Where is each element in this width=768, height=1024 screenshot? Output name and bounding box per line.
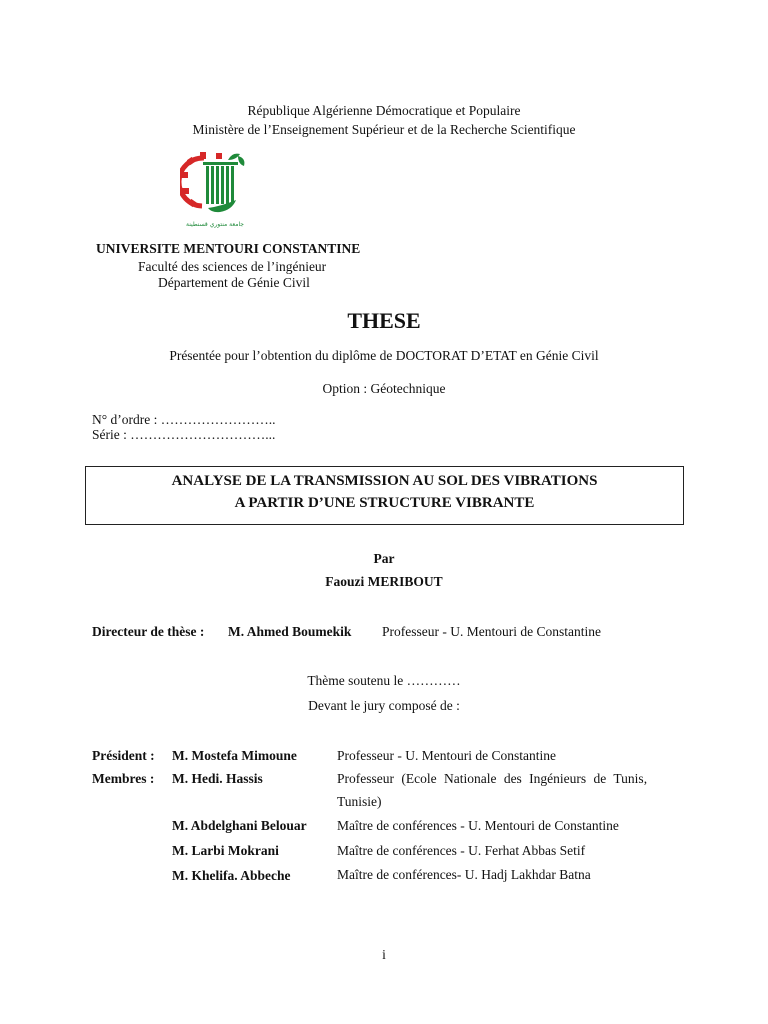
jury-member-affiliation-cont: Tunisie)	[337, 794, 382, 809]
defense-date-line: Thème soutenu le …………	[307, 673, 461, 688]
jury-member-affiliation: Professeur (Ecole Nationale des Ingénieurs de Tunis,	[337, 771, 648, 786]
by-label: Par	[373, 551, 395, 566]
thesis-title-line2: A PARTIR D’UNE STRUCTURE VIBRANTE	[234, 495, 535, 511]
jury-intro-line: Devant le jury composé de :	[308, 698, 460, 713]
author-name: Faouzi MERIBOUT	[325, 574, 443, 589]
order-number: N° d’ordre : ……………………..	[92, 412, 276, 427]
thesis-heading: THESE	[347, 308, 421, 333]
jury-member-name: M. Abdelghani Belouar	[172, 818, 307, 833]
university-name: UNIVERSITE MENTOURI CONSTANTINE	[96, 241, 361, 256]
logo-caption: جامعة منتوري قسنطينة	[186, 221, 244, 228]
jury-member-affiliation: Maître de conférences - U. Ferhat Abbas Setif	[337, 843, 586, 858]
thesis-title-box	[85, 466, 684, 525]
jury-member-name: M. Larbi Mokrani	[172, 843, 279, 858]
series-number: Série : …………………………...	[92, 427, 276, 442]
thesis-title-line1: ANALYSE DE LA TRANSMISSION AU SOL DES VIBRATIONS	[171, 473, 598, 489]
director-name: M. Ahmed Boumekik	[228, 624, 352, 639]
jury-member-affiliation: Professeur - U. Mentouri de Constantine	[337, 748, 556, 763]
director-affiliation: Professeur - U. Mentouri de Constantine	[382, 624, 601, 639]
department-name: Département de Génie Civil	[158, 275, 310, 290]
members-label: Membres :	[92, 771, 155, 786]
page-number: i	[382, 947, 386, 962]
university-emblem-icon	[180, 150, 250, 232]
jury-member-name: M. Khelifa. Abbeche	[172, 868, 291, 883]
jury-member-affiliation: Maître de conférences - U. Mentouri de Constantine	[337, 818, 619, 833]
president-label: Président :	[92, 748, 155, 763]
jury-member-name: M. Mostefa Mimoune	[172, 748, 297, 763]
director-label: Directeur de thèse :	[92, 624, 205, 639]
ministry-line: Ministère de l’Enseignement Supérieur et de la Recherche Scientifique	[192, 122, 576, 137]
jury-member-affiliation: Maître de conférences- U. Hadj Lakhdar Batna	[337, 867, 591, 882]
option-line: Option : Géotechnique	[322, 381, 446, 396]
jury-member-name: M. Hedi. Hassis	[172, 771, 263, 786]
republic-line: République Algérienne Démocratique et Populaire	[247, 103, 521, 118]
faculty-name: Faculté des sciences de l’ingénieur	[138, 259, 327, 274]
presented-line: Présentée pour l’obtention du diplôme de DOCTORAT D’ETAT en Génie Civil	[169, 348, 599, 363]
